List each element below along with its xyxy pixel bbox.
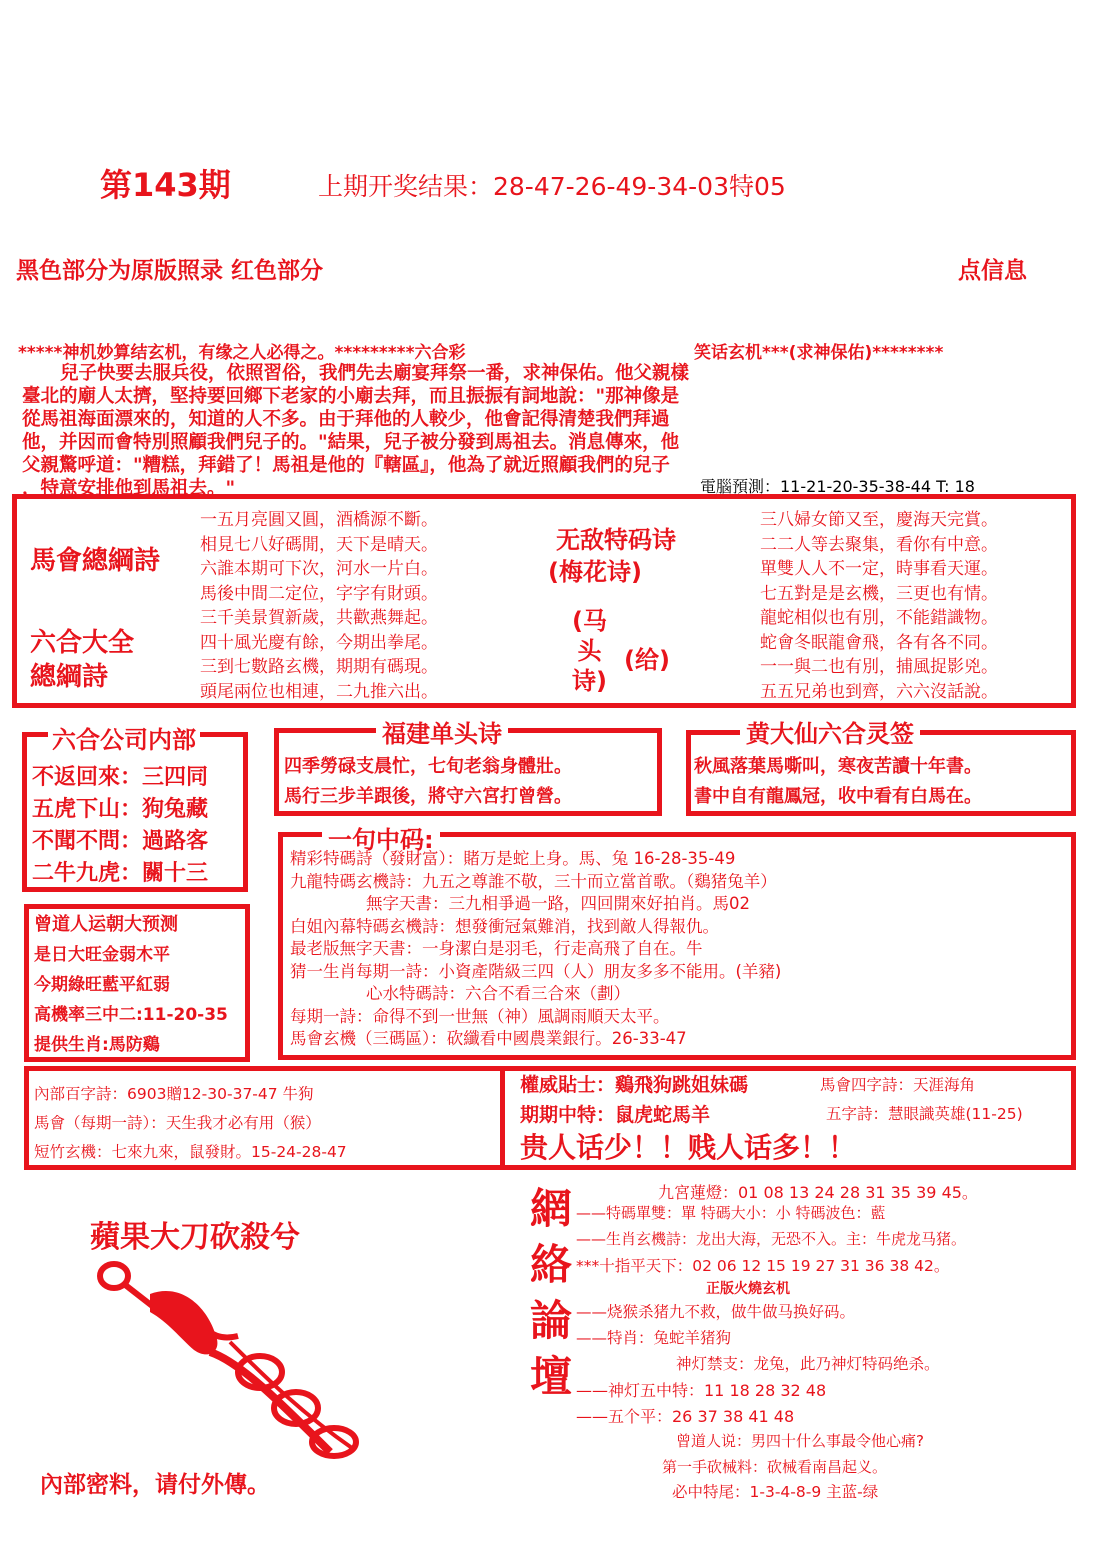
story-line: 他，并因而會特別照顧我們兒子的。"結果，兒子被分發到馬祖去。消息傳來，他 [22,432,680,453]
daoren-line: 提供生肖:馬防鷄 [34,1035,160,1055]
story-title-right: 笑话玄机***(求神保佑)******** [694,343,944,363]
poem-line: 六誰本期可下次，河水一片白。 [200,559,438,579]
authority-tip: 權威貼士：鷄飛狗跳姐妹碼 [520,1074,749,1096]
story-line: 父親驚呼道："糟糕，拜錯了！馬祖是他的『轄區』，他為了就近照顧我們的兒子 [22,455,670,476]
daoren-line: 是日大旺金弱木平 [34,945,170,965]
story-text [22,362,689,500]
forum-line: ——烧猴杀猪九不救，做牛做马换好码。 [576,1303,856,1321]
mid-sub: (梅花诗) [548,558,642,586]
mid-title: 无敌特码诗 [556,526,676,554]
poem-label-liuhe-1: 六合大全 [30,628,135,658]
mid-give: (给) [624,646,670,674]
fujian-lines [284,752,572,812]
special-every-issue: 期期中特：鼠虎蛇馬羊 [520,1104,711,1126]
issue-number: 第143期 [100,166,231,204]
one-sentence-line: 每期一詩：命得不到一世無（神）風調雨順天太平。 [290,1006,670,1026]
forum-line: 曾道人说：男四十什么事最令他心痛? [676,1432,924,1450]
forum-line: ——特碼單雙：單 特碼大小：小 特碼波色：藍 [576,1204,886,1222]
forum-vertical-title: 網絡論壇 [524,1186,573,1410]
forum-line: ——神灯五中特：11 18 28 32 48 [576,1381,827,1400]
poem-line: 三到七數路玄機，期期有碼現。 [200,657,438,677]
fujian-line: 馬行三步羊跟後，將守六宮打曾營。 [284,786,572,807]
poem-line: 七五對是是玄機，三更也有情。 [760,583,998,604]
forum-line: ——特肖：兔蛇羊猪狗 [576,1329,732,1347]
huang-line: 秋風落葉馬嘶叫，寒夜苦讀十年書。 [694,756,982,777]
story-line: 兒子快要去服兵役，依照習俗，我們先去廟宴拜祭一番，求神保佑。他父親樣 [60,363,690,384]
poem-line: 三八婦女節又至，慶海天完賞。 [760,510,998,530]
poem-left-lines [200,508,438,704]
sword-icon [90,1252,380,1462]
bottom-left-line: 馬會（每期一詩）：天生我才必有用（猴） [34,1114,321,1132]
story-title-left: *****神机妙算结玄机，有缘之人必得之。*********六合彩 [18,343,466,363]
mid-horse: (马 头 诗) [572,607,607,695]
one-sentence-line: 白姐內幕特碼玄機詩：想發衝冠氣難消，找到敵人得報仇。 [290,916,719,936]
forum-line: 九宮蓮燈：01 08 13 24 28 31 35 39 45。 [658,1183,978,1202]
company-row: 不返回來：三四同 [32,765,209,790]
fujian-line: 四季勞碌支晨忙，七旬老翁身體壯。 [284,756,572,777]
poem-line: 一一與二也有別，捕風捉影兇。 [760,657,998,677]
daoren-lines [34,940,228,1060]
forum-line: ——生肖玄機詩：龙出大海，无恐不入。主：牛虎龙马猪。 [576,1230,967,1248]
poem-line: 馬後中間二定位，字字有財頭。 [200,583,438,604]
apple-title: 蘋果大刀砍殺兮 [90,1220,300,1255]
poem-line: 龍蛇相似也有別，不能錯識物。 [760,608,998,628]
poem-line: 相見七八好碼閒，天下是晴天。 [200,534,438,555]
bottom-left-lines [34,1080,347,1167]
forum-line: 正版火燒玄机 [706,1281,790,1297]
five-word-poem: 五字詩：慧眼識英雄(11-25) [826,1105,1023,1123]
bottom-divider [500,1066,505,1170]
daoren-line: 高機率三中二:11-20-35 [34,1005,228,1025]
poem-label-liuhe-2: 總綱詩 [30,662,109,692]
poem-label-horse: 馬會總綱詩 [30,546,161,576]
fujian-title: 福建单头诗 [376,714,508,749]
forum-line: 神灯禁支：龙兔，此乃神灯特码绝杀。 [676,1355,940,1373]
company-rows [32,762,208,890]
story-line: 臺北的廟人太擠，堅持要回鄉下老家的小廟去拜，而且振振有詞地說："那神像是 [22,386,680,407]
poem-line: 五五兄弟也到齊，六六沒話說。 [760,681,998,702]
one-sentence-line: 猜一生肖每期一詩：小資產階級三四（人）朋友多多不能用。(羊豬) [290,961,782,981]
one-sentence-line: 心水特碼詩：六合不看三合來（劃） [366,984,630,1003]
one-sentence-line: 無字天書：三九相爭過一路，四回開來好拍肖。馬02 [366,894,750,913]
poem-line: 頭尾兩位也相連，二九推六出。 [200,681,438,702]
story-line: ，特意安排他到馬祖去。" [22,478,236,499]
poem-line: 蛇會冬眠龍會飛，各有各不同。 [760,632,998,653]
computer-forecast: 電腦預測：11-21-20-35-38-44 T: 18 [700,477,975,496]
huang-title: 黄大仙六合灵签 [740,714,920,749]
poem-line: 三千美景賀新歲，共歡燕舞起。 [200,608,438,628]
forum-line: ***十指平天下：02 06 12 15 19 27 31 36 38 42。 [576,1257,950,1275]
last-result: 上期开奖结果：28-47-26-49-34-03特05 [318,172,786,201]
one-sentence-lines [290,848,781,1051]
huang-lines [694,752,982,812]
one-sentence-line: 精彩特碼詩（發財富）：賭万是蛇上身。馬、兔 16-28-35-49 [290,849,736,868]
company-row: 不聞不問：過路客 [32,829,209,854]
company-title: 六合公司内部 [48,720,200,755]
company-row: 五虎下山：狗兔藏 [32,797,209,822]
poem-line: 單雙人人不一定，時事看天運。 [760,559,998,579]
notice-right: 点信息 [958,258,1027,284]
apple-footer: 內部密料，请付外傳。 [40,1472,270,1498]
poem-line: 四十風光慶有餘，今期出拳尾。 [200,632,438,653]
notice-left: 黑色部分为原版照录 红色部分 [16,258,324,284]
one-sentence-line: 九龍特碼玄機詩：九五之尊誰不敬，三十而立當首歌。（鷄猪兔羊） [290,871,777,891]
story-line: 從馬祖海面漂來的，知道的人不多。由于拜他的人較少，他會記得清楚我們拜過 [22,409,670,430]
bottom-left-line: 內部百字詩：6903贈12-30-37-47 牛狗 [34,1085,314,1103]
slogan: 贵人话少！！贱人话多！！ [520,1131,857,1164]
company-row: 二牛九虎：關十三 [32,861,209,886]
daoren-title: 曾道人运朝大预测 [34,914,178,935]
forum-line: ——五个平：26 37 38 41 48 [576,1407,795,1426]
poem-line: 一五月亮圓又圓，酒橋源不斷。 [200,510,438,530]
one-sentence-line: 馬會玄機（三碼區）：砍纖看中國農業銀行。26-33-47 [290,1029,687,1048]
huang-line: 書中自有龍鳳冠，收中看有白馬在。 [694,786,982,807]
one-sentence-title: 一句中码: [322,820,440,855]
daoren-line: 今期綠旺藍平紅弱 [34,975,170,995]
poem-right-lines [760,508,998,704]
forum-line: 必中特尾：1-3-4-8-9 主蓝-绿 [672,1483,879,1501]
forum-line: 第一手砍械料：砍械看南昌起义。 [662,1458,888,1476]
bottom-left-line: 短竹玄機：七來九來，鼠發財。15-24-28-47 [34,1143,347,1161]
four-word-poem: 馬會四字詩：天涯海角 [820,1076,976,1094]
poem-line: 二二人等去聚集，看你有中意。 [760,534,998,555]
one-sentence-line: 最老版無字天書：一身潔白是羽毛，行走高飛了自在。牛 [290,939,703,958]
